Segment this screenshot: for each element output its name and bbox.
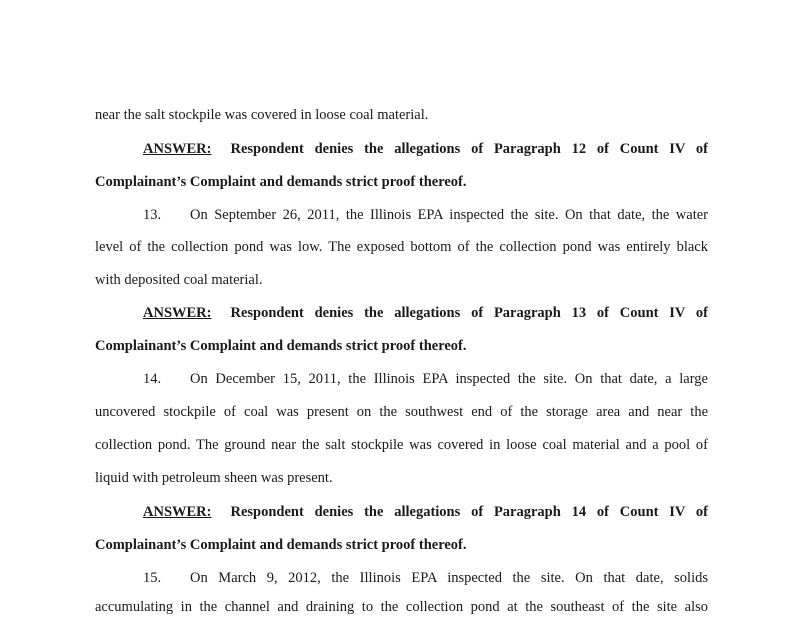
paragraph-14-text: On December 15, 2011, the Illinois EPA inspected the site. On that date, a large — [190, 371, 708, 387]
answer-14-continuation: Complainant’s Complaint and demands strict proof thereof. — [95, 537, 467, 553]
paragraph-13-text: On September 26, 2011, the Illinois EPA inspected the site. On that date, the water — [190, 207, 708, 223]
paragraph-number: 13. — [143, 207, 162, 223]
paragraph-13-line-2: level of the collection pond was low. The exposed bottom of the collection pond was entirely black — [95, 239, 708, 255]
answer-13-continuation: Complainant’s Complaint and demands strict proof thereof. — [95, 338, 467, 354]
answer-label: ANSWER: — [143, 141, 212, 157]
answer-label: ANSWER: — [143, 504, 212, 520]
paragraph-14-line-1 — [143, 370, 708, 388]
paragraph-13-line-1 — [143, 206, 708, 224]
paragraph-14-line-2: uncovered stockpile of coal was present on the southwest end of the storage area and near the — [95, 404, 708, 420]
paragraph-14-line-4: liquid with petroleum sheen was present. — [95, 470, 333, 486]
paragraph-number: 14. — [143, 371, 162, 387]
answer-label: ANSWER: — [143, 305, 212, 321]
paragraph-15-line-1 — [143, 569, 708, 587]
answer-13-text: Respondent denies the allegations of Paragraph 13 of Count IV of — [230, 305, 708, 321]
paragraph-number: 15. — [143, 570, 162, 586]
paragraph-14-line-3: collection pond. The ground near the salt stockpile was covered in loose coal material and a pool of — [95, 437, 708, 453]
paragraph-12-continuation: near the salt stockpile was covered in loose coal material. — [95, 107, 429, 123]
paragraph-13-line-3: with deposited coal material. — [95, 272, 263, 288]
paragraph-15-line-2: accumulating in the channel and draining to the collection pond at the southeast of the site also — [95, 599, 708, 615]
answer-12-text: Respondent denies the allegations of Paragraph 12 of Count IV of — [230, 141, 708, 157]
answer-12 — [143, 140, 708, 158]
answer-13 — [143, 304, 708, 322]
answer-12-continuation: Complainant’s Complaint and demands strict proof thereof. — [95, 174, 467, 190]
paragraph-15-text: On March 9, 2012, the Illinois EPA inspected the site. On that date, solids — [190, 570, 708, 586]
answer-14 — [143, 503, 708, 521]
answer-14-text: Respondent denies the allegations of Paragraph 14 of Count IV of — [230, 504, 708, 520]
